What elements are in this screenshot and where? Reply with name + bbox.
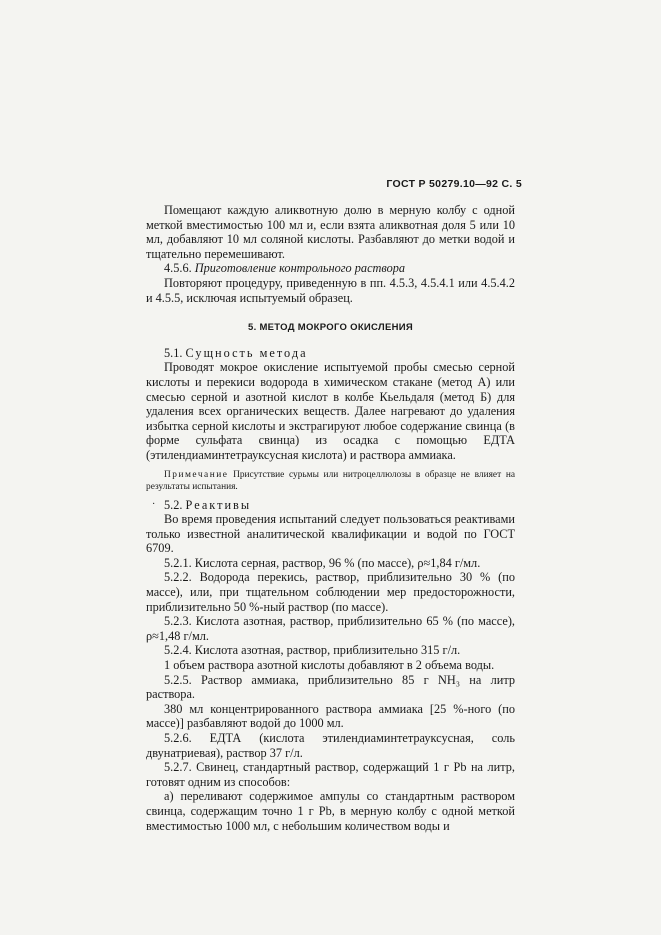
reagent-detail: 380 мл концентрированного раствора аммиака [25 %-ного (по массе)] разбавляют водой до 1000 мл.	[146, 701, 515, 731]
page-header: ГОСТ Р 50279.10—92 С. 5	[386, 178, 522, 190]
reagent-item: 5.2.7. Свинец, стандартный раствор, содержащий 1 г Pb на литр, готовят одним из способов:	[146, 760, 515, 789]
paragraph: Повторяют процедуру, приведенную в пп. 4.5.3, 4.5.4.1 или 4.5.4.2 и 4.5.5, исключая испытуемый образец.	[146, 275, 515, 305]
subsection-title: Реактивы	[185, 497, 252, 512]
note-text: Присутствие сурьмы или нитроцеллюлозы в образце не влияет на результаты испытания.	[146, 469, 515, 492]
note-label: Примечание	[164, 469, 229, 480]
paragraph: Проводят мокрое окисление испытуемой пробы смесью серной кислоты и перекиси водорода в химическом стакане (метод А) или смесью серной и азотной кислот в колбе Кьельдаля (метод Б) для удаления всех органических веществ. Далее нагревают до удаления избытка серной кислоты и экстрагируют любое содержание свинца (в форме сульфата свинца) из осадка с помощью ЕДТА (этилендиаминтетрауксусная кислота) и раствора аммиака.	[146, 360, 515, 462]
subsection-heading	[146, 346, 515, 361]
subsection-number: 5.2.	[164, 497, 183, 512]
subsection-title: Приготовление контрольного раствора	[194, 261, 406, 276]
reagent-detail: а) переливают содержимое ампулы со стандартным раствором свинца, содержащим точно 1 г Pb, в мерную колбу с одной меткой вместимостью 1000 мл, с небольшим количеством воды и	[146, 789, 515, 833]
margin-mark: ·	[152, 498, 156, 510]
subsection-title: Сущность метода	[185, 345, 308, 360]
subsection-number: 5.1.	[164, 345, 183, 360]
reagent-item: 5.2.4. Кислота азотная, раствор, приблизительно 315 г/л.	[164, 643, 461, 658]
document-body	[146, 203, 515, 833]
paragraph: Помещают каждую аликвотную долю в мерную колбу с одной меткой вместимостью 100 мл и, если взята аликвотная доля 5 или 10 мл, добавляют 10 мл соляной кислоты. Разбавляют до метки водой и тщательно перемешивают.	[146, 203, 515, 261]
reagent-item: 5.2.1. Кислота серная, раствор, 96 % (по массе), ρ≈1,84 г/мл.	[164, 555, 481, 570]
subsection-heading	[146, 261, 515, 276]
section-title: 5. МЕТОД МОКРОГО ОКИСЛЕНИЯ	[248, 322, 413, 334]
note	[146, 469, 515, 493]
subsection-heading	[146, 498, 515, 513]
paragraph: Во время проведения испытаний следует пользоваться реактивами только известной аналитической квалификации и водой по ГОСТ 6709.	[146, 512, 515, 556]
reagent-item: 5.2.6. ЕДТА (кислота этилендиаминтетрауксусная, соль двунатриевая), раствор 37 г/л.	[146, 731, 515, 760]
reagent-detail: 1 объем раствора азотной кислоты добавляют в 2 объема воды.	[164, 658, 495, 673]
reagent-item: 5.2.3. Кислота азотная, раствор, приблизительно 65 % (по массе), ρ≈1,48 г/мл.	[146, 614, 515, 643]
reagent-item: 5.2.2. Водорода перекись, раствор, приблизительно 30 % (по массе), или, при тщательном соблюдении мер предосторожности, приблизительно 50 %-ный раствор (по массе).	[146, 570, 515, 614]
reagent-item: 5.2.5. Раствор аммиака, приблизительно 85 г NH₃ на литр раствора.	[146, 672, 515, 702]
subsection-number: 4.5.6.	[164, 261, 192, 276]
